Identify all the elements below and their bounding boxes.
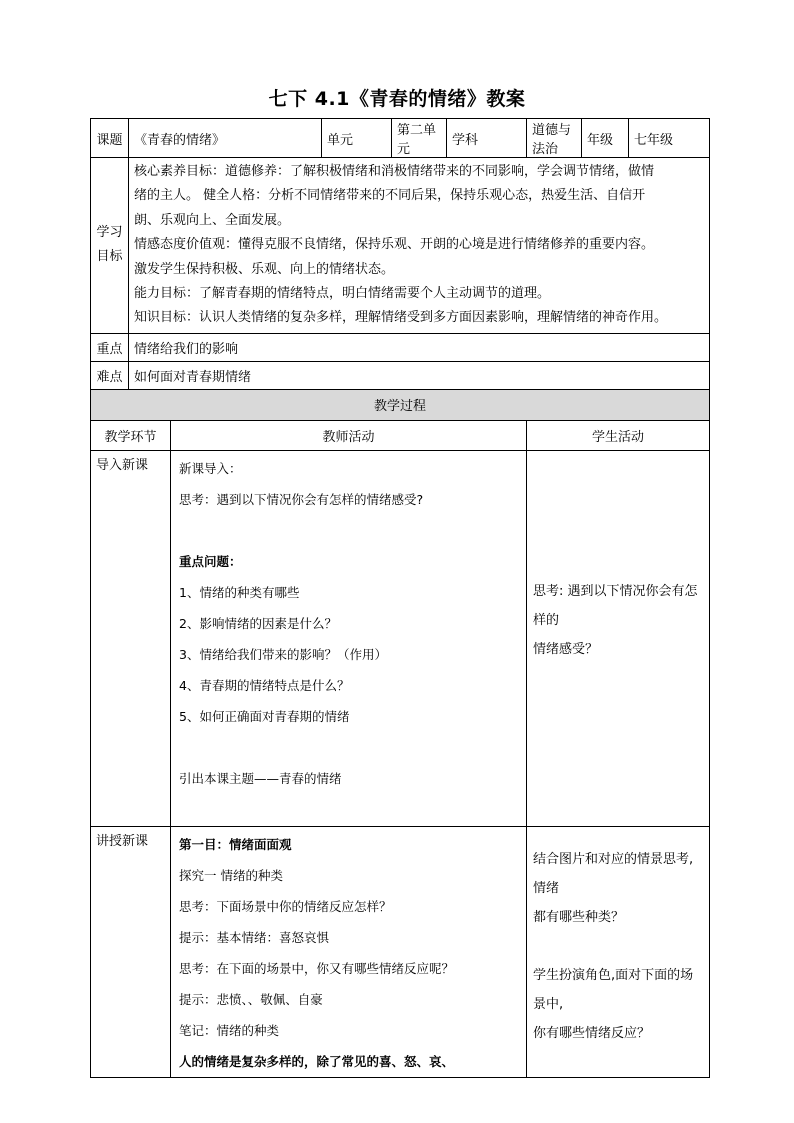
teacher-line: 2、影响情绪的因素是什么？ bbox=[179, 615, 337, 631]
grade-value: 七年级 bbox=[629, 119, 710, 158]
teacher-line: 1、情绪的种类有哪些 bbox=[179, 584, 300, 600]
col-teacher-header: 教师活动 bbox=[171, 420, 527, 450]
student-line: 结合图片和对应的情景思考,情绪 bbox=[533, 851, 694, 896]
student-line: 思考: 遇到以下情况你会有怎样的 bbox=[533, 583, 698, 628]
teacher-line: 思考：下面场景中你的情绪反应怎样？ bbox=[179, 898, 392, 914]
student-line: 情绪感受？ bbox=[533, 641, 599, 657]
lecture-step: 讲授新课 bbox=[91, 826, 171, 1077]
col-step-header: 教学环节 bbox=[91, 420, 171, 450]
process-title: 教学过程 bbox=[91, 389, 710, 420]
objectives-content bbox=[129, 158, 710, 334]
teacher-line bbox=[179, 732, 521, 763]
student-line: 学生扮演角色,面对下面的场景中, bbox=[533, 967, 694, 1012]
lecture-row bbox=[91, 826, 710, 1077]
teacher-line: 新课导入： bbox=[179, 460, 242, 476]
teacher-line bbox=[179, 515, 521, 546]
lesson-value: 《青春的情绪》 bbox=[129, 119, 322, 158]
lesson-label: 课题 bbox=[91, 119, 129, 158]
objective-line: 激发学生保持积极、乐观、向上的情绪状态。 bbox=[134, 261, 395, 277]
key-point-value: 情绪给我们的影响 bbox=[129, 333, 710, 361]
teacher-line: 笔记：情绪的种类 bbox=[179, 1022, 280, 1038]
teacher-line: 重点问题： bbox=[179, 553, 242, 569]
unit-label: 单元 bbox=[322, 119, 392, 158]
intro-student-activity bbox=[527, 450, 710, 826]
objective-line: 能力目标：了解青春期的情绪特点，明白情绪需要个人主动调节的道理。 bbox=[134, 286, 551, 302]
col-student-header: 学生活动 bbox=[527, 420, 710, 450]
subject-label: 学科 bbox=[447, 119, 527, 158]
objective-line: 朗、乐观向上、全面发展。 bbox=[134, 212, 291, 228]
teacher-line: 4、青春期的情绪特点是什么？ bbox=[179, 677, 350, 693]
teacher-line: 提示：悲愤、、敬佩、自豪 bbox=[179, 991, 323, 1007]
process-title-row bbox=[91, 389, 710, 420]
objective-line: 知识目标：认识人类情绪的复杂多样，理解情绪受到多方面因素影响，理解情绪的神奇作用。 bbox=[134, 310, 668, 326]
grade-label: 年级 bbox=[582, 119, 629, 158]
teacher-line: 探究一 情绪的种类 bbox=[179, 867, 283, 883]
intro-teacher-activity bbox=[171, 450, 527, 826]
header-row bbox=[91, 119, 710, 158]
teacher-line: 第一目：情绪面面观 bbox=[179, 836, 292, 852]
subject-value: 道德与法治 bbox=[527, 119, 582, 158]
unit-value: 第二单元 bbox=[392, 119, 447, 158]
teacher-line: 人的情绪是复杂多样的，除了常见的喜、怒、哀、 bbox=[179, 1053, 455, 1069]
key-point-label: 重点 bbox=[91, 333, 129, 361]
student-line: 都有哪些种类？ bbox=[533, 909, 625, 925]
objective-line: 情感态度价值观：懂得克服不良情绪，保持乐观、开朗的心境是进行情绪修养的重要内容。 bbox=[134, 237, 655, 253]
teacher-line: 提示：基本情绪：喜怒哀惧 bbox=[179, 929, 330, 945]
teacher-line: 5、如何正确面对青春期的情绪 bbox=[179, 708, 350, 724]
objective-line: 核心素养目标：道德修养：了解积极情绪和消极情绪带来的不同影响，学会调节情绪，做情 bbox=[134, 164, 655, 179]
difficult-point-row bbox=[91, 361, 710, 389]
teacher-line: 思考：在下面的场景中，你又有哪些情绪反应呢？ bbox=[179, 960, 455, 976]
objectives-label bbox=[91, 158, 129, 334]
difficult-point-value: 如何面对青春期情绪 bbox=[129, 361, 710, 389]
objectives-label-line2: 目标 bbox=[96, 249, 123, 265]
student-line bbox=[533, 932, 704, 961]
objectives-label-line1: 学习 bbox=[96, 225, 123, 241]
difficult-point-label: 难点 bbox=[91, 361, 129, 389]
objective-line: 绪的主人。 健全人格：分析不同情绪带来的不同后果，保持乐观心态，热爱生活、自信开 bbox=[134, 188, 646, 204]
teacher-line: 引出本课主题——青春的情绪 bbox=[179, 770, 342, 786]
teacher-line: 思考：遇到以下情况你会有怎样的情绪感受? bbox=[179, 491, 424, 507]
objectives-row bbox=[91, 158, 710, 334]
lesson-plan-table bbox=[90, 118, 710, 1078]
lecture-student-activity bbox=[527, 826, 710, 1077]
key-point-row bbox=[91, 333, 710, 361]
process-header-row bbox=[91, 420, 710, 450]
intro-step: 导入新课 bbox=[91, 450, 171, 826]
lecture-teacher-activity bbox=[171, 826, 527, 1077]
document-title: 七下 4.1《青春的情绪》教案 bbox=[268, 88, 526, 110]
intro-row bbox=[91, 450, 710, 826]
student-line: 你有哪些情绪反应？ bbox=[533, 1025, 651, 1041]
teacher-line: 3、情绪给我们带来的影响？（作用） bbox=[179, 646, 387, 662]
